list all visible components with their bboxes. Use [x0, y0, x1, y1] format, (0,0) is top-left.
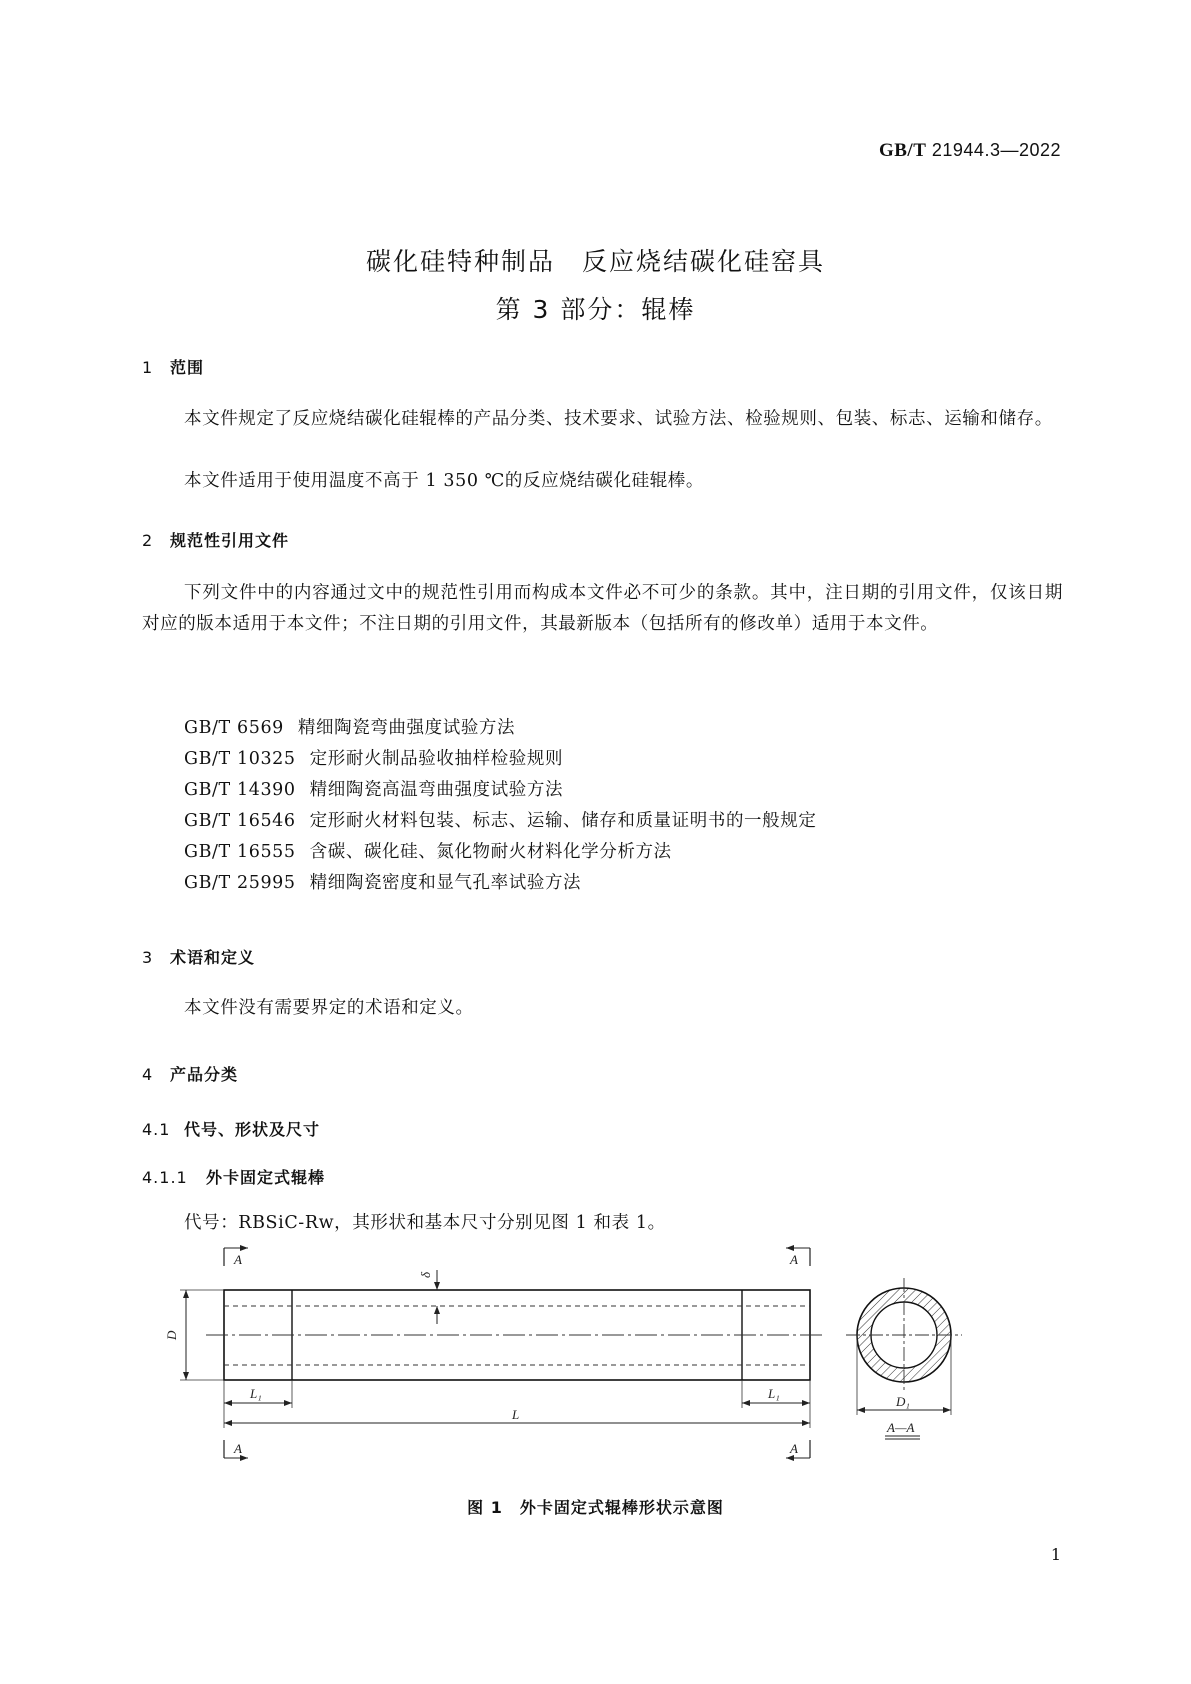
section-number: 4.1 [142, 1120, 171, 1139]
l1-label-right: L₁ [768, 1386, 780, 1401]
reference-title: 精细陶瓷密度和显气孔率试验方法 [309, 873, 582, 893]
reference-code: GB/T 10325 [184, 749, 296, 769]
section-1-heading [142, 355, 204, 378]
section-4-1-1-heading [142, 1165, 325, 1188]
section-number: 3 [142, 948, 154, 967]
roller-body [206, 1290, 826, 1380]
section-1-paragraph-1: 本文件规定了反应烧结碳化硅辊棒的产品分类、技术要求、试验方法、检验规则、包装、标志、运输和储存。 [184, 409, 1053, 429]
section-number: 2 [142, 531, 154, 550]
section-marker-top-right [786, 1245, 810, 1267]
reference-item [184, 775, 816, 806]
section-3-heading [142, 945, 255, 968]
reference-code: GB/T 25995 [184, 873, 296, 893]
standard-prefix: GB/T [878, 140, 927, 161]
section-title: 代号、形状及尺寸 [184, 1120, 321, 1139]
l1-label-left: L₁ [250, 1386, 262, 1401]
section-2-heading [142, 528, 289, 551]
document-title-line2: 第 3 部分：辊棒 [495, 295, 696, 324]
section-3-paragraph-1: 本文件没有需要界定的术语和定义。 [184, 998, 474, 1018]
figure-caption: 图 1 外卡固定式辊棒形状示意图 [467, 1498, 724, 1517]
section-number: 4.1.1 [142, 1168, 188, 1187]
reference-code: GB/T 14390 [184, 780, 296, 800]
reference-code: GB/T 16546 [184, 811, 296, 831]
section-label: A [234, 1252, 242, 1267]
wall-thickness-dimension [418, 1270, 440, 1324]
reference-item [184, 713, 816, 744]
document-title-line1: 碳化硅特种制品 反应烧结碳化硅窑具 [365, 247, 825, 276]
d1-label: D₁ [896, 1394, 910, 1409]
delta-label: δ [418, 1271, 433, 1278]
reference-item [184, 837, 816, 868]
section-title: 产品分类 [170, 1065, 239, 1084]
section-1-paragraph-2: 本文件适用于使用温度不高于 1 350 ℃的反应烧结碳化硅辊棒。 [184, 471, 704, 491]
standard-number [879, 140, 1061, 162]
section-number: 1 [142, 358, 154, 377]
reference-code: GB/T 16555 [184, 842, 296, 862]
standard-code: 21944.3—2022 [931, 140, 1061, 160]
roller-shape-drawing [164, 1240, 1036, 1490]
normative-reference-list [184, 713, 816, 899]
diameter-label: D [164, 1330, 179, 1340]
reference-code: GB/T 6569 [184, 718, 284, 738]
cross-section-view [846, 1278, 962, 1439]
section-label: A [234, 1441, 242, 1456]
reference-title: 定形耐火制品验收抽样检验规则 [309, 749, 564, 769]
reference-title: 精细陶瓷弯曲强度试验方法 [297, 718, 516, 738]
section-marker-top-left [224, 1245, 248, 1267]
section-4-heading [142, 1062, 238, 1085]
section-label: A [790, 1252, 798, 1267]
page-number: 1 [1050, 1545, 1061, 1564]
section-4-1-1-paragraph-1: 代号：RBSiC-Rw，其形状和基本尺寸分别见图 1 和表 1。 [184, 1213, 666, 1233]
length-dimensions [224, 1380, 810, 1428]
reference-title: 定形耐火材料包装、标志、运输、储存和质量证明书的一般规定 [309, 811, 817, 831]
length-label: L [512, 1407, 520, 1422]
reference-title: 精细陶瓷高温弯曲强度试验方法 [309, 780, 564, 800]
reference-item [184, 868, 816, 899]
section-title: 规范性引用文件 [170, 531, 290, 550]
section-marker-bottom-right [786, 1440, 810, 1461]
section-4-1-heading [142, 1117, 320, 1140]
section-number: 4 [142, 1065, 154, 1084]
section-marker-bottom-left [224, 1440, 248, 1461]
section-title: 术语和定义 [170, 948, 256, 967]
section-label: A [790, 1441, 798, 1456]
section-title: 范围 [170, 358, 205, 377]
reference-item [184, 806, 816, 837]
section-2-paragraph-1: 下列文件中的内容通过文中的规范性引用而构成本文件必不可少的条款。其中，注日期的引用文件，仅该日期对应的版本适用于本文件；不注日期的引用文件，其最新版本（包括所有的修改单）适用于本文件。 [142, 583, 1063, 634]
reference-item [184, 744, 816, 775]
section-title: 外卡固定式辊棒 [206, 1168, 326, 1187]
reference-title: 含碳、碳化硅、氮化物耐火材料化学分析方法 [309, 842, 672, 862]
section-view-label: A—A [887, 1420, 915, 1435]
